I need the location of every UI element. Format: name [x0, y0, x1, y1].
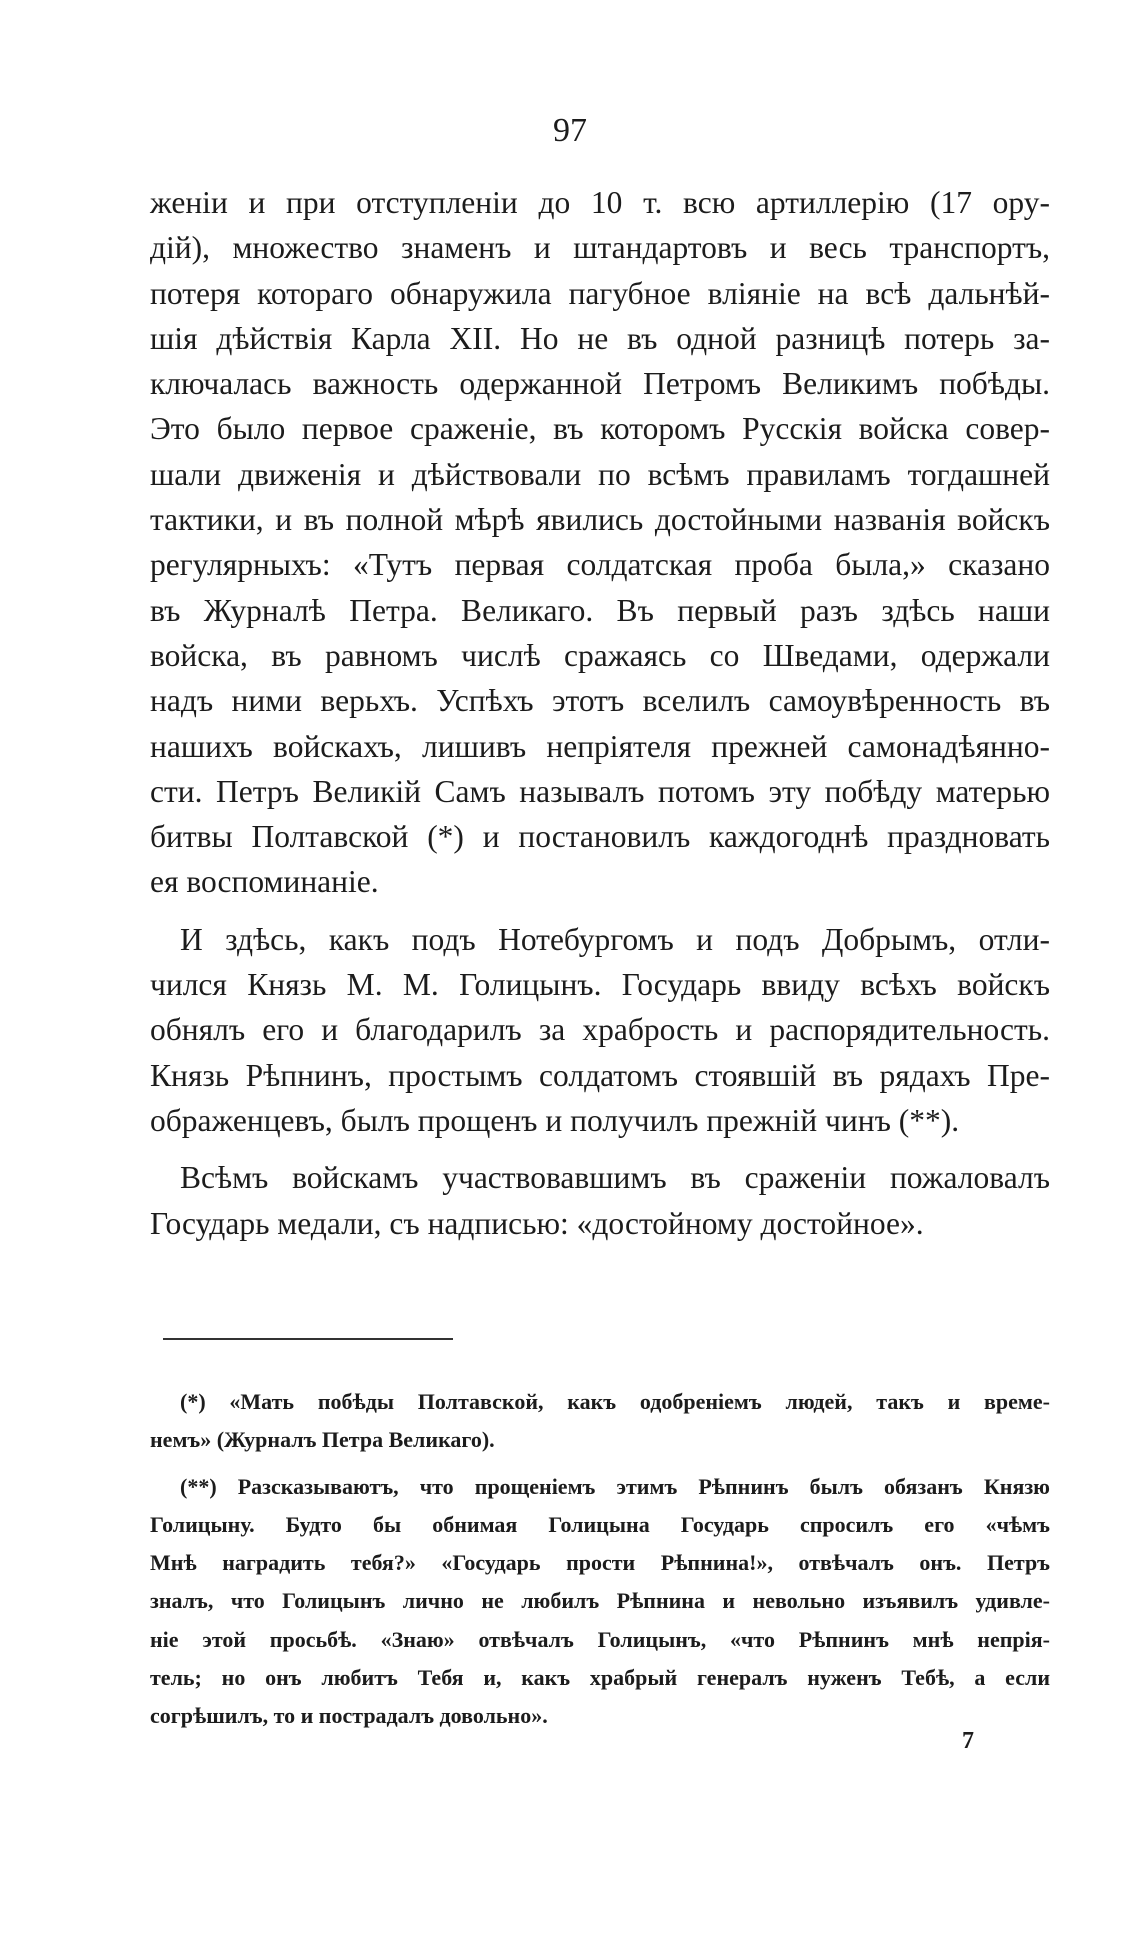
- footnote-rule: [163, 1338, 453, 1340]
- text-line: дій), множество знаменъ и штандартовъ и весь транспортъ,: [150, 230, 1050, 266]
- text-line: битвы Полтавской (*) и постановилъ каждогоднѣ праздновать: [150, 819, 1050, 855]
- text-line: шія дѣйствія Карла XII. Но не въ одной разницѣ потерь за-: [150, 320, 1050, 356]
- paragraph-2: [150, 917, 1050, 1143]
- footnote-line: Голицыну. Будто бы обнимая Голицына Государь спросилъ его «чѣмъ: [150, 1511, 1050, 1537]
- text-line: надъ ними верьхъ. Успѣхъ этотъ вселилъ самоувѣренность въ: [150, 683, 1050, 719]
- footnote-gap: [150, 1460, 1050, 1468]
- footnote-line: ніе этой просьбѣ. «Знаю» отвѣчалъ Голицынъ, «что Рѣпнинъ мнѣ непрія-: [150, 1626, 1050, 1652]
- text-line: ключалась важность одержанной Петромъ Великимъ побѣды.: [150, 366, 1050, 402]
- footnotes: [150, 1383, 1050, 1736]
- footnote-2: [150, 1468, 1050, 1736]
- footnote-line: тель; но онъ любитъ Тебя и, какъ храбрый генералъ нуженъ Тебѣ, а если: [150, 1665, 1050, 1691]
- text-line: нашихъ войскахъ, лишивъ непріятеля прежней самонадѣянно-: [150, 728, 1050, 764]
- footnote-line: (*) «Мать побѣды Полтавской, какъ одобреніемъ людей, такъ и време-: [180, 1389, 1050, 1414]
- footnote-line: Мнѣ наградить тебя?» «Государь прости Рѣпнина!», отвѣчалъ онъ. Петръ: [150, 1550, 1050, 1576]
- text-line: чился Князь М. М. Голицынъ. Государь ввиду всѣхъ войскъ: [150, 967, 1050, 1003]
- text-line: потеря котораго обнаружила пагубное вліяніе на всѣ дальнѣй-: [150, 275, 1050, 311]
- text-line: ображенцевъ, былъ прощенъ и получилъ прежній чинъ (**).: [150, 1102, 960, 1138]
- signature-mark: 7: [962, 1728, 974, 1754]
- text-line: Это было первое сраженіе, въ которомъ Русскія войска совер-: [150, 411, 1050, 447]
- paragraph-gap: [150, 1143, 1050, 1155]
- footnote-1: [150, 1383, 1050, 1460]
- text-line: тактики, и въ полной мѣрѣ явились достойными названія войскъ: [150, 502, 1050, 538]
- text-line: обнялъ его и благодарилъ за храбрость и распорядительность.: [150, 1012, 1050, 1048]
- footnote-line: согрѣшилъ, то и пострадалъ довольно».: [150, 1703, 548, 1729]
- text-line: шали движенія и дѣйствовали по всѣмъ правиламъ тогдашней: [150, 456, 1050, 492]
- text-line: И здѣсь, какъ подъ Нотебургомъ и подъ Добрымъ, отли-: [180, 921, 1050, 957]
- text-line: въ Журналѣ Петра. Великаго. Въ первый разъ здѣсь наши: [150, 592, 1050, 628]
- text-line: Всѣмъ войскамъ участвовавшимъ въ сраженіи пожаловалъ: [180, 1160, 1050, 1196]
- page-number: 97: [553, 112, 587, 149]
- text-line: Князь Рѣпнинъ, простымъ солдатомъ стоявшій въ рядахъ Пре-: [150, 1057, 1050, 1093]
- text-line: женіи и при отступленіи до 10 т. всю артиллерію (17 ору-: [150, 185, 1050, 220]
- text-line: сти. Петръ Великій Самъ называлъ потомъ эту побѣду матерью: [150, 773, 1050, 809]
- paragraph-gap: [150, 905, 1050, 917]
- text-line: войска, въ равномъ числѣ сражаясь со Шведами, одержали: [150, 637, 1050, 673]
- text-line: ея воспоминаніе.: [150, 864, 379, 900]
- paragraph-3: [150, 1155, 1050, 1246]
- text-line: регулярныхъ: «Тутъ первая солдатская проба была,» сказано: [150, 547, 1050, 583]
- paragraph-1: [150, 180, 1050, 905]
- footnote-line: (**) Разсказываютъ, что прощеніемъ этимъ Рѣпнинъ былъ обязанъ Князю: [180, 1473, 1050, 1499]
- main-text: [150, 180, 1050, 1246]
- footnote-line: немъ» (Журналъ Петра Великаго).: [150, 1427, 495, 1453]
- text-line: Государь медали, съ надписью: «достойному достойное».: [150, 1205, 924, 1241]
- footnote-line: зналъ, что Голицынъ лично не любилъ Рѣпнина и невольно изъявилъ удивле-: [150, 1588, 1050, 1614]
